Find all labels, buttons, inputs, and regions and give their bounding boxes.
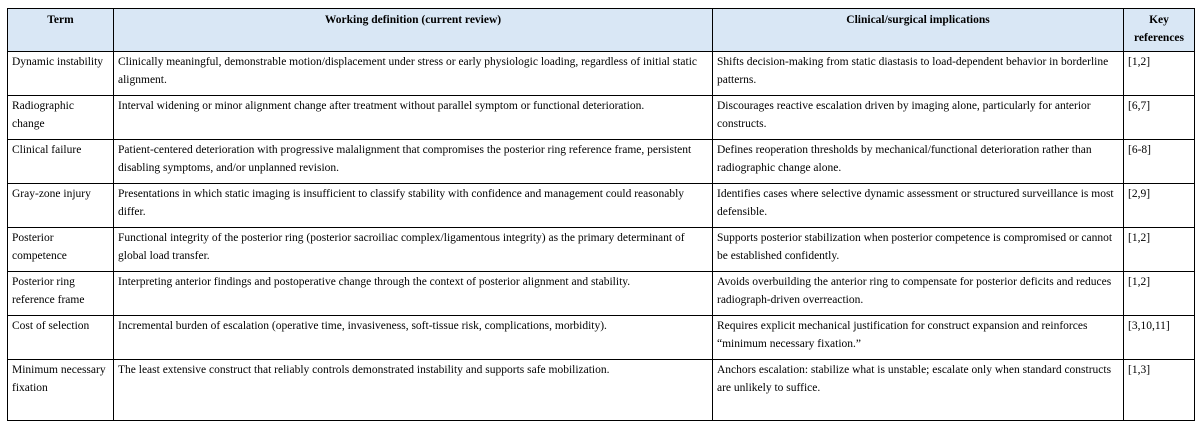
references-cell: [1,2] (1124, 272, 1195, 316)
term-cell: Cost of selection (8, 316, 114, 360)
references-cell: [1,2] (1124, 52, 1195, 96)
header-term: Term (8, 9, 114, 52)
term-cell: Minimum necessary fixation (8, 360, 114, 421)
table-row (8, 272, 1195, 316)
table-row (8, 316, 1195, 360)
references-cell: [3,10,11] (1124, 316, 1195, 360)
table-row (8, 52, 1195, 96)
implications-cell: Defines reoperation thresholds by mechanical/functional deterioration rather than radiographic change alone. (713, 140, 1124, 184)
definition-cell: Clinically meaningful, demonstrable motion/displacement under stress or early physiologic loading, regardless of initial static alignment. (114, 52, 713, 96)
term-cell: Radiographic change (8, 96, 114, 140)
implications-cell: Anchors escalation: stabilize what is unstable; escalate only when standard constructs are unlikely to suffice. (713, 360, 1124, 421)
table-row (8, 184, 1195, 228)
header-row (8, 9, 1195, 52)
definition-cell: The least extensive construct that reliably controls demonstrated instability and supports safe mobilization. (114, 360, 713, 421)
implications-cell: Discourages reactive escalation driven by imaging alone, particularly for anterior constructs. (713, 96, 1124, 140)
term-cell: Gray-zone injury (8, 184, 114, 228)
terminology-table (7, 8, 1195, 421)
term-cell: Dynamic instability (8, 52, 114, 96)
implications-cell: Identifies cases where selective dynamic assessment or structured surveillance is most defensible. (713, 184, 1124, 228)
references-cell: [6,7] (1124, 96, 1195, 140)
implications-cell: Supports posterior stabilization when posterior competence is compromised or cannot be established confidently. (713, 228, 1124, 272)
table-row (8, 228, 1195, 272)
references-cell: [6-8] (1124, 140, 1195, 184)
implications-cell: Avoids overbuilding the anterior ring to compensate for posterior deficits and reduces radiograph-driven overreaction. (713, 272, 1124, 316)
references-cell: [1,3] (1124, 360, 1195, 421)
header-implications: Clinical/surgical implications (713, 9, 1124, 52)
references-cell: [1,2] (1124, 228, 1195, 272)
definition-cell: Presentations in which static imaging is insufficient to classify stability with confidence and management could reasonably differ. (114, 184, 713, 228)
header-references: Key references (1124, 9, 1195, 52)
definition-cell: Patient-centered deterioration with progressive malalignment that compromises the posterior ring reference frame, persistent disabling symptoms, and/or unplanned revision. (114, 140, 713, 184)
references-cell: [2,9] (1124, 184, 1195, 228)
term-cell: Posterior ring reference frame (8, 272, 114, 316)
implications-cell: Shifts decision-making from static diastasis to load-dependent behavior in borderline patterns. (713, 52, 1124, 96)
table-row (8, 360, 1195, 421)
table-row (8, 96, 1195, 140)
definition-cell: Interval widening or minor alignment change after treatment without parallel symptom or functional deterioration. (114, 96, 713, 140)
definition-cell: Interpreting anterior findings and postoperative change through the context of posterior alignment and stability. (114, 272, 713, 316)
header-definition: Working definition (current review) (114, 9, 713, 52)
term-cell: Clinical failure (8, 140, 114, 184)
definition-cell: Incremental burden of escalation (operative time, invasiveness, soft-tissue risk, complications, morbidity). (114, 316, 713, 360)
table-row (8, 140, 1195, 184)
term-cell: Posterior competence (8, 228, 114, 272)
implications-cell: Requires explicit mechanical justification for construct expansion and reinforces “minimum necessary fixation.” (713, 316, 1124, 360)
definition-cell: Functional integrity of the posterior ring (posterior sacroiliac complex/ligamentous integrity) as the primary determinant of global load transfer. (114, 228, 713, 272)
